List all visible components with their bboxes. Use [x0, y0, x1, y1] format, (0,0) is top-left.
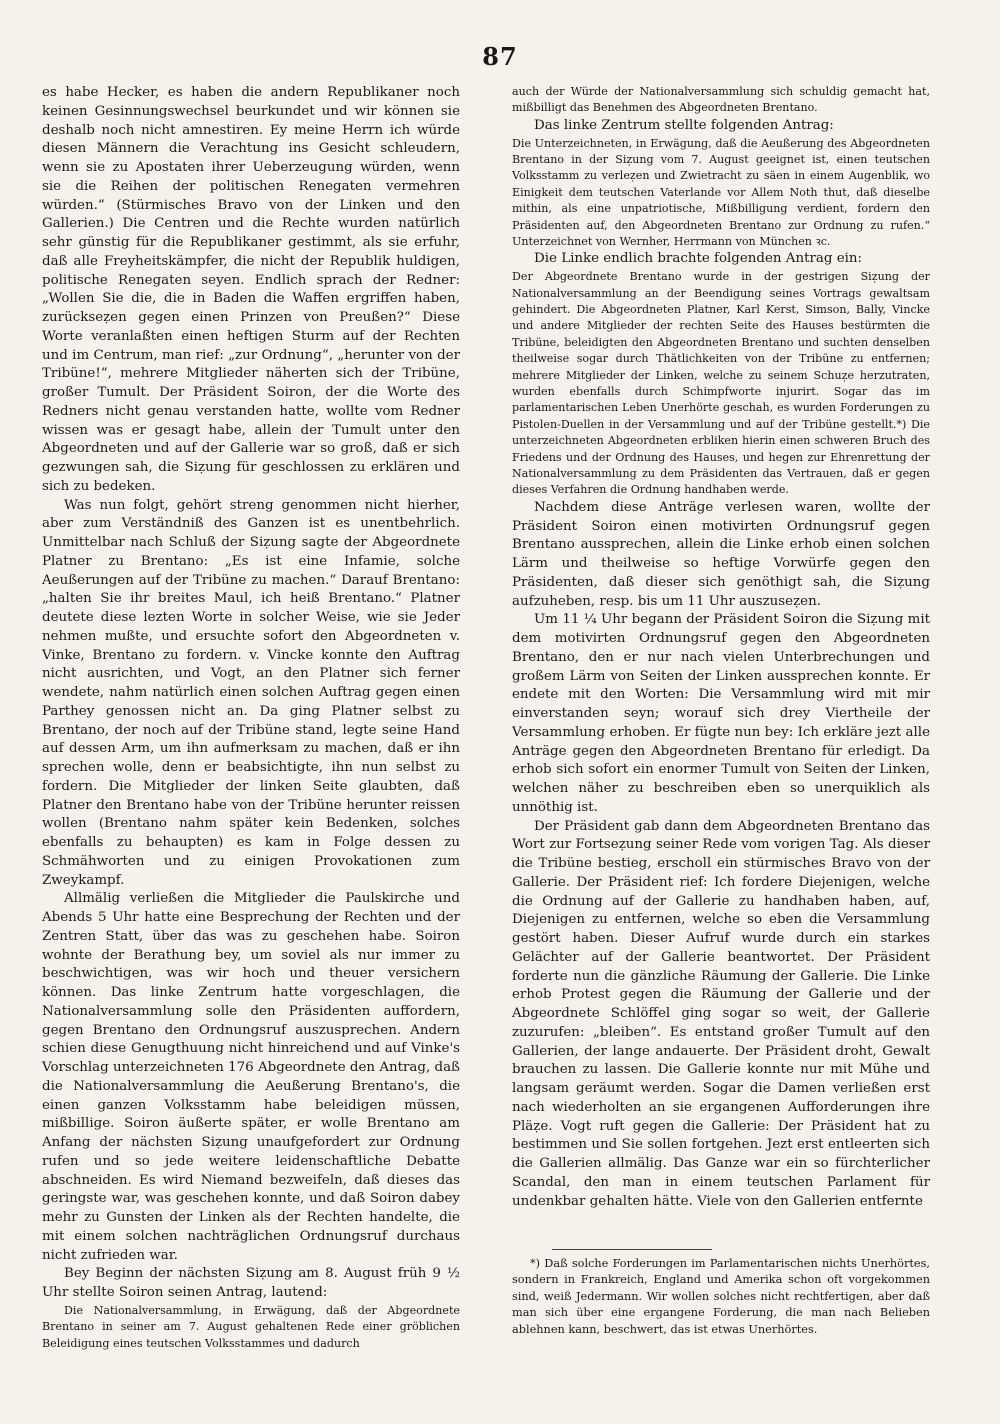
right-column	[512, 84, 930, 1211]
quoted-motion: Die Nationalversammlung, in Erwägung, daß der Abgeordnete Brentano in seiner am 7. August gehaltenen Rede einer gröblichen Beleidigung eines teutschen Volksstammes und dadurch	[42, 1303, 460, 1350]
motion-heading: Die Linke endlich brachte folgenden Antrag ein:	[534, 251, 863, 267]
motion-heading: Das linke Zentrum stellte folgenden Antrag:	[534, 117, 834, 133]
quoted-motion: auch der Würde der Nationalversammlung sich schuldig gemacht hat, mißbilligt das Benehmen des Abgeordneten Brentano.	[512, 85, 930, 115]
paragraph: Nachdem diese Anträge verlesen waren, wollte der Präsident Soiron einen motivirten Ordnungsruf gegen Brentano aussprechen, allein die Linke erhob einen solchen Lärm und theilweise so heftige Vorwürfe gegen den Präsidenten, daß dieser sich genöthigt sah, die Siẓung aufzuheben, resp. bis um 11 Uhr auszuseẓen.	[512, 499, 930, 609]
footnote-text: *) Daß solche Forderungen im Parlamentarischen nichts Unerhörtes, sondern in Frankreich, England und Amerika schon oft vorgekommen sind, weiß Jedermann. Wir wollen solches nicht rechtfertigen, aber daß man sich über eine ergangene Forderung, die man nach Belieben ablehnen kann, beschwert, das ist etwas Unerhörtes.	[512, 1257, 930, 1336]
paragraph: Was nun folgt, gehört streng genommen nicht hierher, aber zum Verständniß des Ganzen ist es unentbehrlich. Unmittelbar nach Schluß der Siẓung sagte der Abgeordnete Platner zu Brentano: „Es ist eine Infamie, solche Aeußerungen auf der Tribüne zu machen.“ Darauf Brentano: „halten Sie ihr breites Maul, ich heiß Brentano.“ Platner deutete diese lezten Worte in solcher Weise, wie sie Jeder nehmen mußte, und ersuchte sofort den Abgeordneten v. Vinke, Brentano zu fordern. v. Vincke konnte den Auftrag nicht ausrichten, und Vogt, an den Platner sich ferner wendete, nahm natürlich einen solchen Auftrag gegen einen Parthey genossen nicht an. Da ging Platner selbst zu Brentano, der noch auf der Tribüne stand, legte seine Hand auf dessen Arm, um ihn aufmerksam zu machen, daß er ihn sprechen wolle, denn er beabsichtigte, ihn nun selbst zu fordern. Die Mitglieder der linken Seite glaubten, daß Platner den Brentano habe von der Tribüne herunter reissen wollen (Brentano nahm später kein Bedenken, solches ebenfalls zu behaupten) es kam in Folge dessen zu Schmähworten und zu einigen Provokationen zum Zweykampf.	[42, 497, 460, 888]
paragraph: Bey Beginn der nächsten Siẓung am 8. August früh 9 ½ Uhr stellte Soiron seinen Antrag, lautend:	[42, 1266, 460, 1300]
page-number: 87	[482, 42, 518, 71]
paragraph: Der Präsident gab dann dem Abgeordneten Brentano das Wort zur Fortseẓung seiner Rede vom vorigen Tag. Als dieser die Tribüne bestieg, erscholl ein stürmisches Bravo von der Gallerie. Der Präsident rief: Ich fordere Diejenigen, welche die Ordnung auf der Gallerie zu handhaben haben, auf, Diejenigen zu entfernen, welche so eben die Versammlung gestört haben. Dieser Aufruf wurde durch ein starkes Gelächter auf der Gallerie beantwortet. Der Präsident forderte nun die gänzliche Räumung der Gallerie. Die Linke erhob Protest gegen die Räumung der Gallerie und der Abgeordnete Schlöffel ging sogar so weit, der Gallerie zuzurufen: „bleiben“. Es entstand großer Tumult auf den Gallerien, der lange andauerte. Der Präsident droht, Gewalt brauchen zu lassen. Die Gallerie konnte nur mit Mühe und langsam geräumt werden. Sogar die Damen verließen erst nach wiederholten an sie ergangenen Aufforderungen ihre Pläẓe. Vogt ruft gegen die Gallerie: Der Präsident hat zu bestimmen und Sie sollen fortgehen. Jezt erst entleerten sich die Gallerien allmälig. Das Ganze war ein so fürchterlicher Scandal, den man in einem teutschen Parlament für undenkbar gehalten hätte. Viele von den Gallerien entfernte	[512, 818, 930, 1209]
quoted-motion: Der Abgeordnete Brentano wurde in der gestrigen Siẓung der Nationalversammlung an der Beendigung seines Vortrags gewaltsam gehindert. Die Abgeordneten Platner, Karl Kerst, Simson, Bally, Vincke und andere Mitglieder der rechten Seite des Hauses bestürmten die Tribüne, beleidigten den Abgeordneten Brentano und suchten denselben theilweise sogar durch Thätlichkeiten von der Tribüne zu entfernen; mehrere Mitglieder der Linken, welche zu seinem Schuẓe herzutraten, wurden ebenfalls durch Schimpfworte injurirt. Sogar das im parlamentarischen Leben Unerhörte geschah, es wurden Forderungen zu Pistolen-Duellen in der Versammlung und auf der Tribüne gestellt.*) Die unterzeichneten Abgeordneten erbliken hierin einen schweren Bruch des Friedens und der Ordnung des Hauses, und hegen zur Ehrenrettung der Nationalversammlung zu dem Präsidenten das Vertrauen, daß er gegen dieses Verfahren die Ordnung handhaben werde.	[512, 270, 930, 497]
footnote-block	[512, 1249, 930, 1338]
paragraph: Allmälig verließen die Mitglieder die Paulskirche und Abends 5 Uhr hatte eine Besprechung der Rechten und der Zentren Statt, über das was zu geschehen habe. Soiron wohnte der Berathung bey, um soviel als nur immer zu beschwichtigen, was wir hoch und theuer versichern können. Das linke Zentrum hatte vorgeschlagen, die Nationalversammlung solle den Präsidenten auffordern, gegen Brentano den Ordnungsruf auszusprechen. Andern schien diese Genugthuung nicht hinreichend und auf Vinke's Vorschlag unterzeichneten 176 Abgeordnete den Antrag, daß die Nationalversammlung die Aeußerung Brentano's, die einen ganzen Volksstamm habe beleidigen müssen, mißbillige. Soiron äußerte später, er wolle Brentano am Anfang der nächsten Siẓung unaufgefordert zur Ordnung rufen und so jede weitere leidenschaftliche Debatte abschneiden. Es wird Niemand bezweifeln, daß dieses das geringste war, was geschehen konnte, und daß Soiron dabey mehr zu Gunsten der Linken als der Rechten handelte, die mit einem solchen nachträglichen Ordnungsruf durchaus nicht zufrieden war.	[42, 891, 460, 1263]
left-column	[42, 84, 460, 1352]
paragraph: es habe Hecker, es haben die andern Republikaner noch keinen Gesinnungswechsel beurkundet und wir können sie deshalb noch nicht amnestiren. Ey meine Herrn ich würde diesen Männern die Verachtung ins Gesicht schleudern, wenn sie zu Apostaten ihrer Ueberzeugung würden, wenn sie die Reihen der politischen Renegaten vermehren würden.“ (Stürmisches Bravo von der Linken und den Gallerien.) Die Centren und die Rechte wurden natürlich sehr günstig für die Republikaner gestimmt, als sie erfuhr, daß alle Freyheitskämpfer, die nicht der Republik huldigen, politische Renegaten seyen. Endlich sprach der Redner: „Wollen Sie die, die in Baden die Waffen ergriffen haben, zurückseẓen gegen einen Prinzen von Preußen?“ Diese Worte veranlaßten einen heftigen Sturm auf der Rechten und im Centrum, man rief: „zur Ordnung“, „herunter von der Tribüne!“, mehrere Mitglieder näherten sich der Tribüne, großer Tumult. Der Präsident Soiron, der die Worte des Redners nicht genau verstanden hatte, wollte vom Redner wissen was er gesagt habe, allein der Tumult unter den Abgeordneten und auf der Gallerie war so groß, daß er sich gezwungen sah, die Siẓung für geschlossen zu erklären und sich zu bedeken.	[42, 85, 460, 494]
paragraph: Um 11 ¼ Uhr begann der Präsident Soiron die Siẓung mit dem motivirten Ordnungsruf gegen den Abgeordneten Brentano, den er nur nach vielen Unterbrechungen und großem Lärm von Seiten der Linken aussprechen konnte. Er endete mit den Worten: Die Versammlung wird mit mir einverstanden seyn; worauf sich drey Viertheile der Versammlung erhoben. Er fügte nun bey: Ich erkläre jezt alle Anträge gegen den Abgeordneten Brentano für erledigt. Da erhob sich sofort ein enormer Tumult von Seiten der Linken, welchen näher zu beschreiben eben so unerquiklich als unnöthig ist.	[512, 612, 930, 815]
footnote-divider	[552, 1249, 712, 1250]
quoted-motion: Die Unterzeichneten, in Erwägung, daß die Aeußerung des Abgeordneten Brentano in der Siẓung vom 7. August geeignet ist, einen teutschen Volksstamm zu verleẓen und Zwietracht zu säen in einem Augenblik, wo Einigkeit dem teutschen Vaterlande vor Allem Noth thut, daß dieselbe mithin, als eine unpatriotische, Mißbilligung verdient, fordern den Präsidenten auf, den Abgeordneten Brentano zur Ordnung zu rufen.“ Unterzeichnet von Wernher, Herrmann von München ꝛc.	[512, 136, 930, 248]
